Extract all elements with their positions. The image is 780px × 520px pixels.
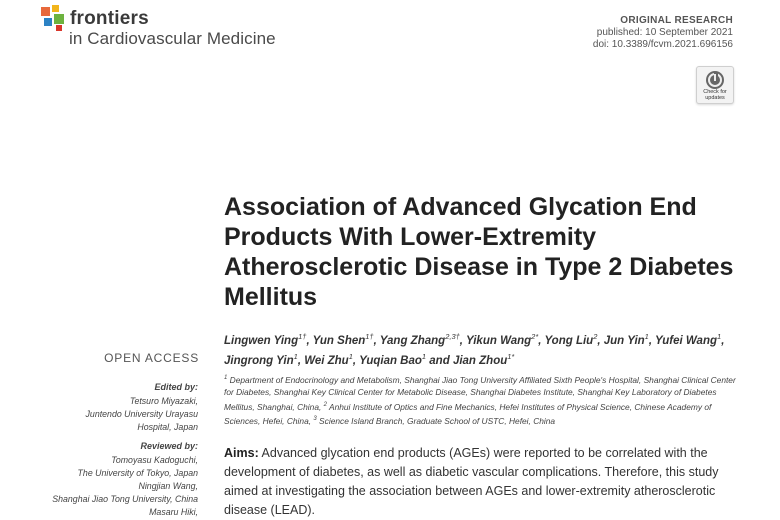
article-type: ORIGINAL RESEARCH [620, 15, 733, 26]
author-name[interactable]: Jian Zhou [452, 354, 508, 367]
affiliation-sup: 1 [224, 375, 228, 381]
author-name[interactable]: Yong Liu [544, 334, 594, 347]
editor-line: Tetsuro Miyazaki, [129, 396, 198, 406]
author-name[interactable]: Yun Shen [312, 334, 366, 347]
abstract-aims [224, 444, 744, 520]
editor-line: Hospital, Japan [137, 422, 198, 432]
open-access-label: OPEN ACCESS [104, 351, 199, 365]
author-name[interactable]: Lingwen Ying [224, 334, 299, 347]
reviewer-line: Masaru Hiki, [149, 507, 198, 517]
affiliation-sup: 2 [323, 401, 327, 408]
author-affiliation-sup: 2* [531, 332, 539, 341]
article-title: Association of Advanced Glycation End Products With Lower-Extremity Atherosclerotic Disease in Type 2 Diabetes Mellitus [224, 193, 734, 311]
author-list: Lingwen Ying$^{1\dagger}$, Yun Shen$^{1\dagger}$, Yang Zhang$^{2,3\dagger}$, Yikun Wang$^{2*}$, Yong Liu$^2$, Jun Yin$^1$, Yufei Wang$^1$, Jingrong Yin$^1$, Wei Zhu$^1$, Yuqian Bao$^1$ and Jian Zhou$^{1*}$ [224, 332, 725, 367]
author-affiliation-sup: 1 [644, 332, 649, 341]
reviewer-line: Tomoyasu Kadoguchi, [111, 455, 198, 465]
affiliation-text: Science Island Branch, Graduate School of USTC, Hefei, China [316, 415, 556, 426]
reviewer-line: Shanghai Jiao Tong University, China [52, 494, 198, 504]
aims-text: Advanced glycation end products (AGEs) were reported to be correlated with the development of diabetes, as well as diabetic vascular complications. Therefore, this study aimed at investigating the association between AGEs and lower-extremity atherosclerotic disease (LEAD). [224, 446, 719, 517]
affiliation-sup: 3 [313, 415, 317, 422]
editor-line: Juntendo University Urayasu [85, 409, 198, 419]
author-affiliation-sup: 2 [593, 332, 598, 341]
author-name[interactable]: Yuqian Bao [359, 354, 422, 367]
author-affiliation-sup: 1 [717, 332, 722, 341]
author-name[interactable]: Jun Yin [603, 334, 645, 347]
affiliation-text: Department of Endocrinology and Metabolism, Shanghai Jiao Tong University Affiliated Sixth People's Hospital, Shanghai Clinical Center for Diabetes, Shanghai Key Clinical Center for Metabolic Disease, Shanghai Diabetes Institute, Shanghai Key Laboratory of Diabetes Mellitus, Shanghai, China, [224, 374, 736, 412]
check-updates-label: Check for updates [703, 89, 727, 101]
published-date: published: 10 September 2021 [596, 27, 733, 38]
edited-by-heading: Edited by: [154, 382, 198, 392]
check-updates-icon [705, 70, 725, 90]
author-affiliation-sup: 1† [365, 332, 374, 341]
frontiers-logo-icon [40, 5, 66, 31]
author-name[interactable]: Yikun Wang [465, 334, 532, 347]
doi-link[interactable]: doi: 10.3389/fcvm.2021.696156 [592, 39, 733, 50]
author-affiliation-sup: 1† [298, 332, 307, 341]
brand-name: frontiers [70, 8, 149, 29]
author-affiliation-sup: 1* [507, 351, 515, 361]
check-for-updates-button[interactable] [696, 66, 734, 104]
author-affiliation-sup: 1 [293, 351, 298, 361]
affiliations [224, 372, 744, 427]
author-affiliation-sup: 1 [421, 351, 427, 361]
reviewer-line: The University of Tokyo, Japan [77, 468, 198, 478]
reviewed-by-heading: Reviewed by: [140, 441, 198, 451]
affiliation-text: Anhui Institute of Optics and Fine Mechanics, Hefei Institutes of Physical Science, Chinese Academy of Sciences, Hefei, China, [224, 401, 712, 426]
reviewer-line: Ningjian Wang, [138, 481, 198, 491]
author-affiliation-sup: 2,3† [445, 332, 460, 341]
journal-name: in Cardiovascular Medicine [69, 29, 276, 48]
author-name[interactable]: Yufei Wang [655, 334, 718, 347]
author-name[interactable]: Yang Zhang [379, 334, 446, 347]
author-name[interactable]: Jingrong Yin [224, 354, 294, 367]
author-affiliation-sup: 1 [348, 351, 353, 361]
author-name[interactable]: Wei Zhu [304, 354, 349, 367]
aims-label: Aims: [224, 446, 259, 460]
